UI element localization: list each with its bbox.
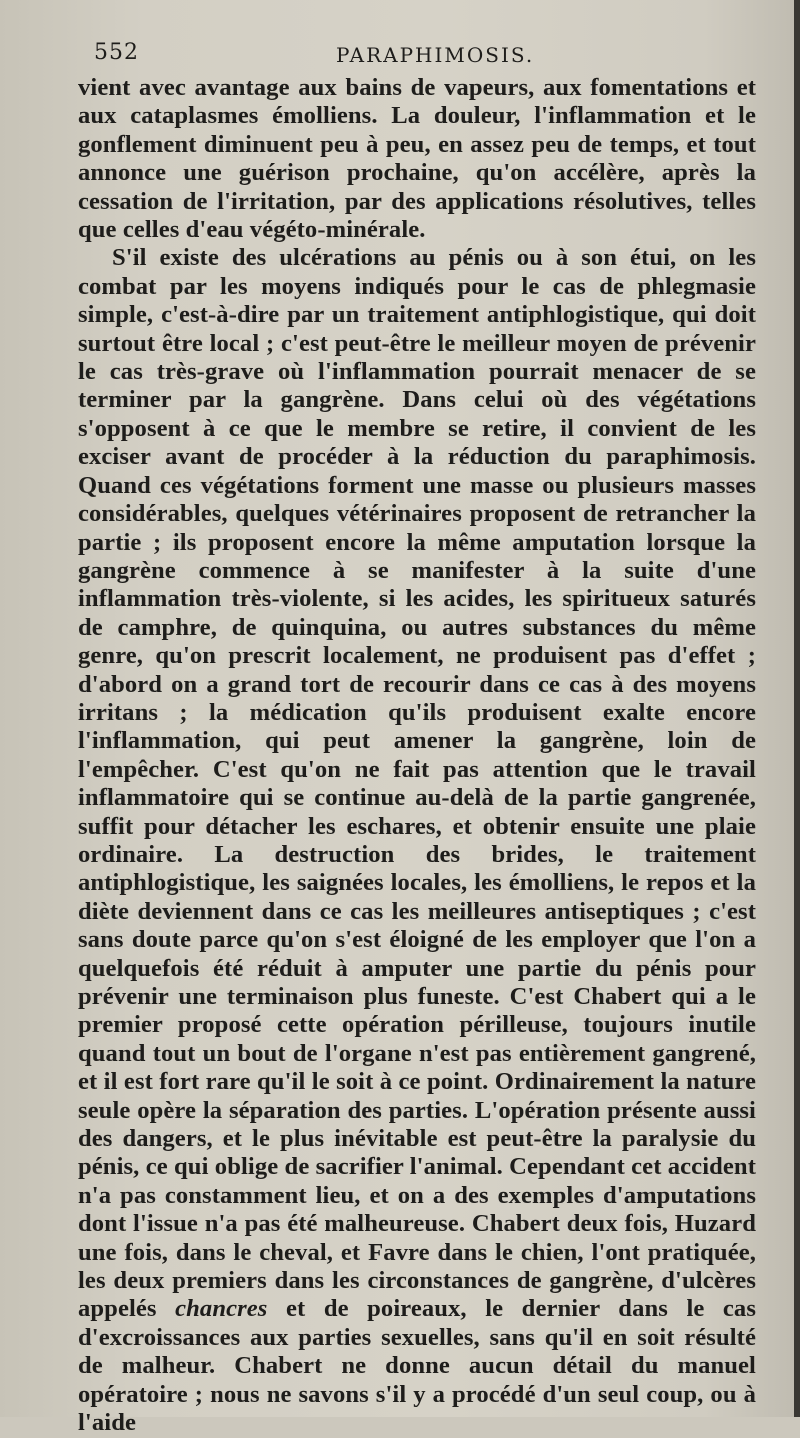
italic-term-chancres: chancres bbox=[175, 1295, 268, 1323]
paragraph-1: vient avec avantage aux bains de vapeurs, aux fomentations et aux cataplasmes émolliens. La douleur, l'inflammation et le gonflement diminuent peu à peu, en assez peu de temps, et tout annonce une guérison prochaine, qu'on accélère, après la cessation de l'irritation, par des applications résolutives, telles que celles d'eau végéto-minérale. bbox=[78, 74, 756, 244]
paragraph-2-text-after: et de poireaux, le dernier dans le cas d'excroissances aux parties sexuelles, sans qu'il en soit résulté de malheur. Chabert ne donne aucun détail du manuel opératoire ; nous ne savons s'il y a procédé d'un seul coup, ou à l'aide bbox=[78, 1295, 756, 1437]
paragraph-2 bbox=[78, 244, 756, 1437]
running-title: PARAPHIMOSIS. bbox=[336, 43, 535, 67]
page-number: 552 bbox=[94, 40, 139, 65]
page-edge-shadow bbox=[794, 0, 800, 1417]
page-header bbox=[78, 40, 756, 72]
body-text bbox=[78, 74, 756, 1438]
paragraph-2-text-before: S'il existe des ulcérations au pénis ou à son étui, on les combat par les moyens indiqués pour le cas de phlegmasie simple, c'est-à-dire par un traitement antiphlogistique, qui doit surtout être local ; c'est peut-être le meilleur moyen de prévenir le cas très-grave où l'inflammation pourrait menacer de se terminer par la gangrène. Dans celui où des végétations s'opposent à ce que le membre se retire, il convient de les exciser avant de procéder à la réduction du paraphimosis. Quand ces végétations forment une masse ou plusieurs masses considérables, quelques vétérinaires proposent de retrancher la partie ; ils proposent encore la même amputation lorsque la gangrène commence à se manifester à la suite d'une inflammation très-violente, si les acides, les spiritueux saturés de camphre, de quinquina, ou autres substances du même genre, qu'on prescrit localement, ne produisent pas d'effet ; d'abord on a grand tort de recourir dans ce cas à des moyens irritans ; la médication qu'ils produisent exalte encore l'inflammation, qui peut amener la gangrène, loin de l'empêcher. C'est qu'on ne fait pas attention que le travail inflammatoire qui se continue au-delà de la partie gangrenée, suffit pour détacher les eschares, et obtenir ensuite une plaie ordinaire. La destruction des brides, le traitement antiphlogistique, les saignées locales, les émolliens, le repos et la diète deviennent dans ce cas les meilleures antiseptiques ; c'est sans doute parce qu'on s'est éloigné de les employer que l'on a quelquefois été réduit à amputer une partie du pénis pour prévenir une terminaison plus funeste. C'est Chabert qui a le premier proposé cette opération périlleuse, toujours inutile quand tout un bout de l'organe n'est pas entièrement gangrené, et il est fort rare qu'il le soit à ce point. Ordinairement la nature seule opère la séparation des parties. L'opération présente aussi des dangers, et le plus inévitable est peut-être la paralysie du pénis, ce qui oblige de sacrifier l'animal. Cependant cet accident n'a pas constamment lieu, et on a des exemples d'amputations dont l'issue n'a pas été malheureuse. Chabert deux fois, Huzard une fois, dans le cheval, et Favre dans le chien, l'ont pratiquée, les deux premiers dans les circonstances de gangrène, d'ulcères appelés bbox=[78, 244, 756, 1323]
